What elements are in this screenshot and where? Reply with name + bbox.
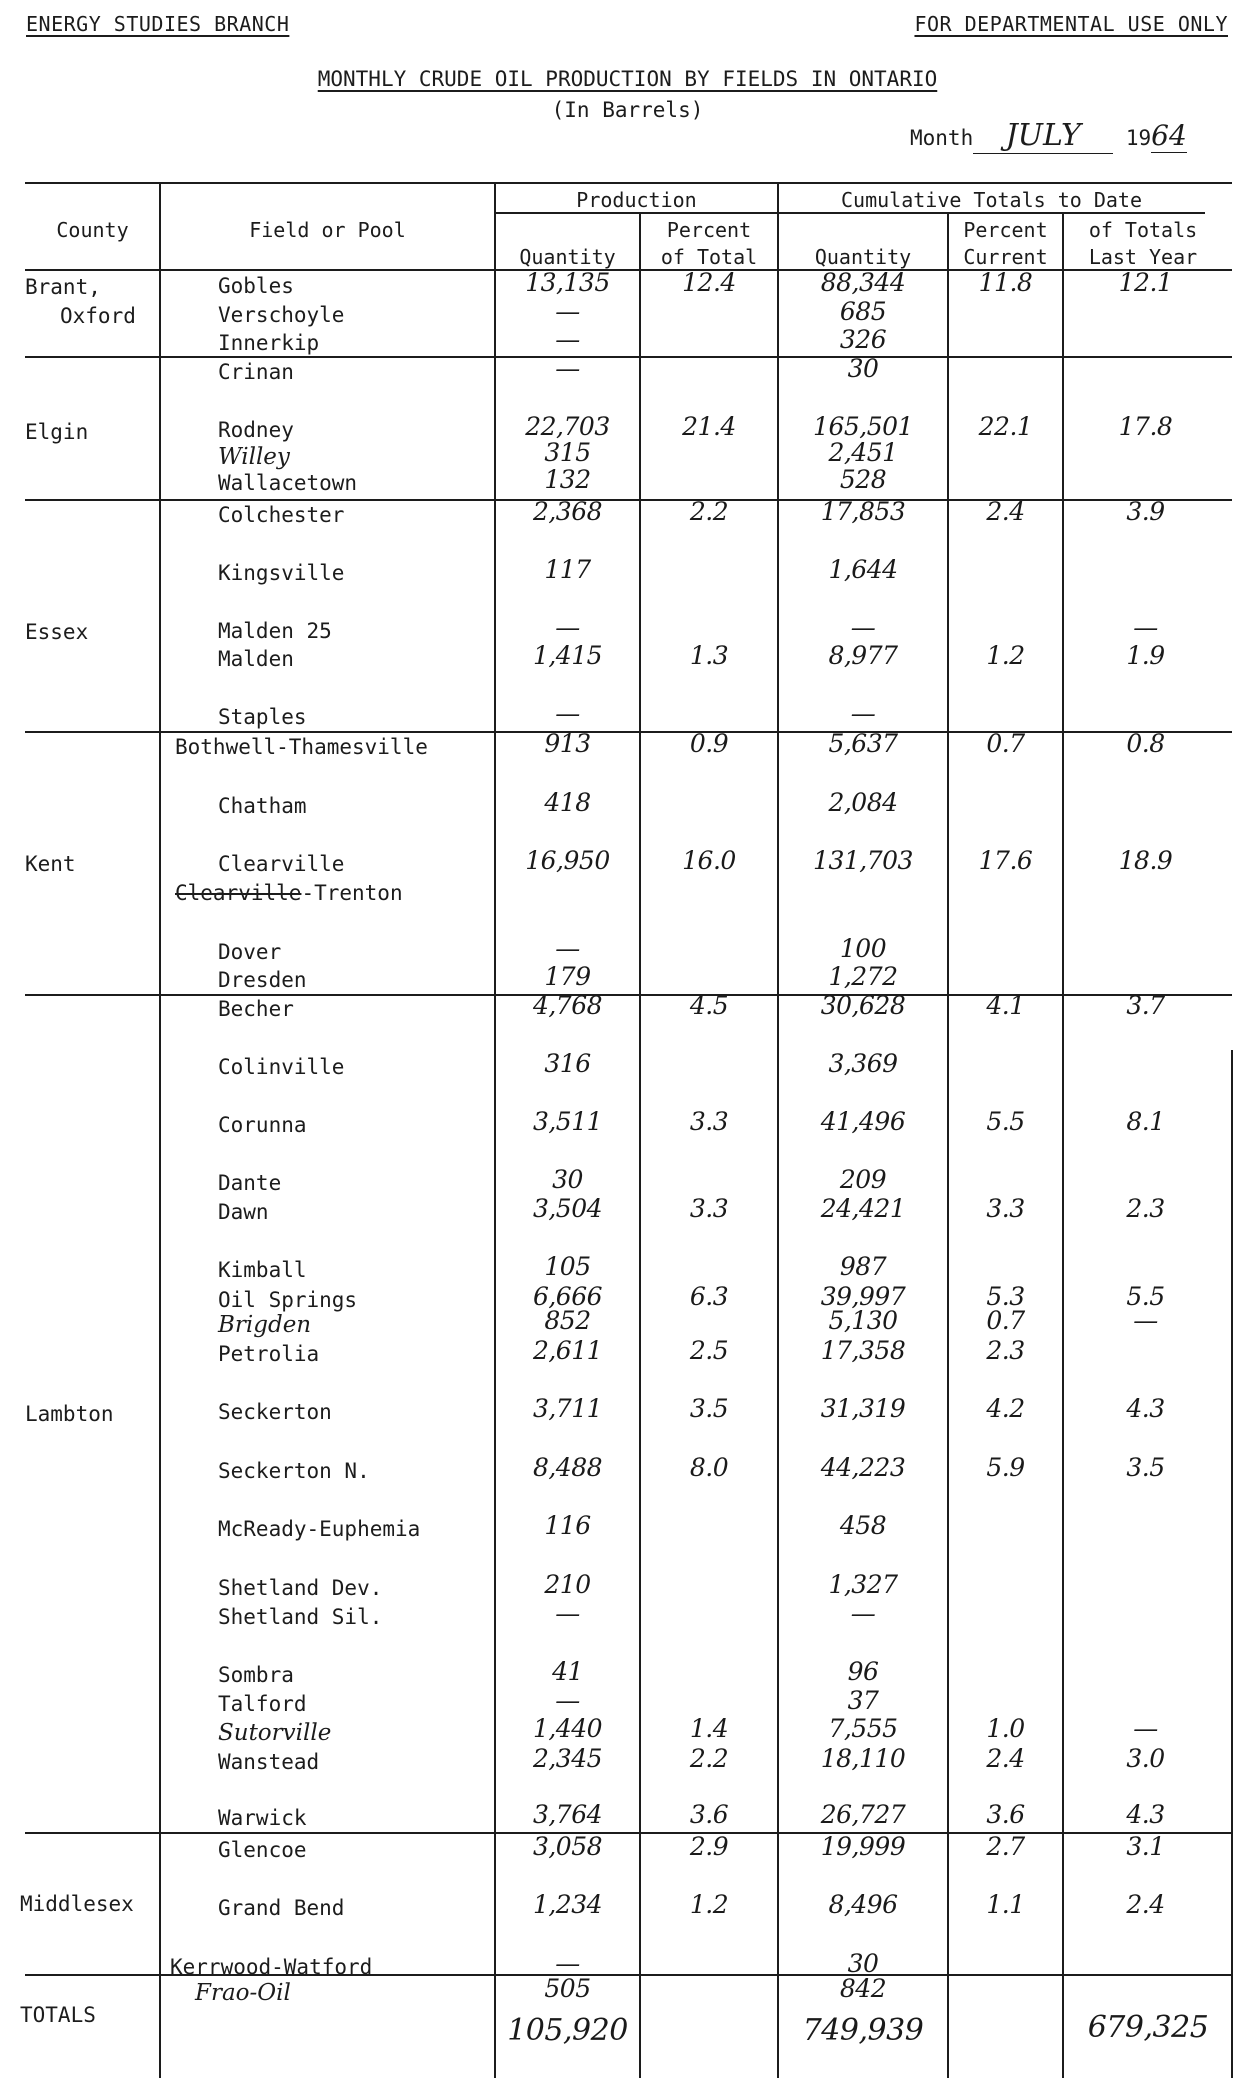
row-percent-current: 0.7 xyxy=(986,1306,1025,1335)
row-field-name: Sombra xyxy=(218,1663,294,1687)
row-cum-quantity: 2,084 xyxy=(828,788,898,817)
row-percent-of-total: 0.9 xyxy=(689,729,729,758)
row-quantity: 30 xyxy=(552,1165,583,1194)
row-field-name: Chatham xyxy=(218,794,307,818)
row-field-name: Wanstead xyxy=(218,1750,320,1774)
total-quantity: 105,920 xyxy=(507,2013,628,2048)
row-quantity: 3,711 xyxy=(532,1394,603,1423)
row-cum-quantity: — xyxy=(850,1599,876,1628)
row-quantity: 4,768 xyxy=(532,991,603,1020)
row-last-year: 3.1 xyxy=(1126,1832,1165,1861)
row-quantity: 3,764 xyxy=(532,1800,603,1829)
row-percent-current: 2.4 xyxy=(986,1744,1025,1773)
row-field-name: Colinville xyxy=(218,1055,345,1079)
year-prefix: 19 xyxy=(1125,126,1152,150)
row-cum-quantity: 458 xyxy=(839,1511,887,1540)
row-field-name: Colchester xyxy=(218,503,345,527)
row-field-name: Frao-Oil xyxy=(195,1980,291,2006)
row-field-name: Talford xyxy=(218,1692,307,1716)
row-cum-quantity: 19,999 xyxy=(820,1832,906,1861)
row-last-year: 2.3 xyxy=(1126,1194,1165,1223)
row-quantity: 852 xyxy=(544,1306,591,1335)
row-cum-quantity: 842 xyxy=(839,1974,887,2003)
row-cum-quantity: 96 xyxy=(847,1657,879,1686)
col-cum-quantity: Quantity xyxy=(814,245,912,269)
row-percent-current: 11.8 xyxy=(978,268,1033,297)
row-cum-quantity: 8,977 xyxy=(828,641,898,670)
row-last-year: 8.1 xyxy=(1126,1107,1165,1136)
row-quantity: 418 xyxy=(544,788,591,817)
row-field-name: McReady-Euphemia xyxy=(218,1517,421,1541)
row-percent-current: 5.5 xyxy=(986,1107,1025,1136)
col-percent-current-2: Current xyxy=(963,245,1048,269)
row-quantity: 179 xyxy=(544,962,591,991)
month-value: JULY xyxy=(973,118,1113,154)
row-field-name: Dawn xyxy=(218,1200,269,1224)
row-percent-current: 4.1 xyxy=(986,991,1025,1020)
row-field-name: Bothwell-Thamesville xyxy=(175,735,428,759)
row-cum-quantity: 24,421 xyxy=(820,1194,906,1223)
row-quantity: 105 xyxy=(544,1252,591,1281)
row-cum-quantity: 987 xyxy=(839,1252,887,1281)
row-percent-current: 1.0 xyxy=(986,1714,1025,1743)
row-percent-current: 3.6 xyxy=(986,1800,1025,1829)
row-quantity: 8,488 xyxy=(532,1453,603,1482)
branch-name: ENERGY STUDIES BRANCH xyxy=(26,12,290,36)
row-quantity: 2,345 xyxy=(532,1744,603,1773)
row-cum-quantity: 326 xyxy=(839,325,887,354)
row-field-name: Becher xyxy=(218,997,294,1021)
row-last-year: 3.7 xyxy=(1126,991,1165,1020)
row-percent-of-total: 16.0 xyxy=(682,846,736,875)
row-quantity: — xyxy=(555,325,580,354)
row-field-name: Staples xyxy=(218,705,307,729)
row-quantity: 913 xyxy=(544,729,591,758)
col-quantity: Quantity xyxy=(519,245,616,269)
row-quantity: 2,368 xyxy=(532,497,603,526)
row-cum-quantity: 26,727 xyxy=(820,1800,906,1829)
row-field-name: Gobles xyxy=(218,274,294,298)
row-quantity: 16,950 xyxy=(525,846,610,875)
row-quantity: 315 xyxy=(544,438,591,467)
row-quantity: 2,611 xyxy=(532,1336,603,1365)
row-percent-current: 22.1 xyxy=(978,412,1033,441)
month-label: Month xyxy=(910,126,974,150)
row-field-name: Shetland Sil. xyxy=(218,1605,383,1629)
row-field-name: Sutorville xyxy=(218,1720,332,1746)
row-cum-quantity: 8,496 xyxy=(828,1890,898,1919)
total-last-year: 679,325 xyxy=(1087,2010,1209,2045)
row-field-name: Oil Springs xyxy=(218,1288,358,1312)
row-percent-current: 17.6 xyxy=(978,846,1033,875)
col-percent-of-total-1: Percent xyxy=(666,218,752,242)
row-quantity: — xyxy=(555,934,580,963)
row-cum-quantity: 30 xyxy=(847,354,879,383)
county-label: Lambton xyxy=(25,1402,114,1426)
county-label: Brant, xyxy=(25,275,101,299)
row-cum-quantity: 31,319 xyxy=(820,1394,906,1423)
row-percent-current: 1.2 xyxy=(986,641,1025,670)
row-field-name: Kingsville xyxy=(218,561,345,585)
year-suffix: 64 xyxy=(1151,119,1187,152)
row-quantity: 117 xyxy=(544,555,591,584)
row-percent-current: 0.7 xyxy=(986,729,1025,758)
row-cum-quantity: 165,501 xyxy=(813,412,913,441)
row-quantity: 210 xyxy=(544,1570,591,1599)
row-quantity: 41 xyxy=(552,1657,583,1686)
row-cum-quantity: 209 xyxy=(839,1165,887,1194)
row-last-year: — xyxy=(1133,613,1158,642)
col-percent-of-total-2: of Total xyxy=(660,245,758,269)
row-cum-quantity: 17,358 xyxy=(820,1336,906,1365)
row-last-year: 3.9 xyxy=(1126,497,1165,526)
row-cum-quantity: — xyxy=(850,699,876,728)
row-cum-quantity: 18,110 xyxy=(820,1744,906,1773)
row-field-name: Verschoyle xyxy=(218,303,345,327)
row-percent-of-total: 2.9 xyxy=(689,1832,729,1861)
row-percent-current: 1.1 xyxy=(986,1890,1025,1919)
row-field-name: Shetland Dev. xyxy=(218,1576,383,1600)
row-quantity: 3,511 xyxy=(532,1107,603,1136)
col-last-year-2: Last Year xyxy=(1088,245,1198,269)
row-field-name: Grand Bend xyxy=(218,1896,345,1920)
row-percent-current: 4.2 xyxy=(986,1394,1025,1423)
row-quantity: 505 xyxy=(544,1974,591,2003)
row-percent-current: 5.3 xyxy=(986,1282,1025,1311)
row-quantity: — xyxy=(555,354,580,383)
row-field-name: Rodney xyxy=(218,418,294,442)
row-last-year: 12.1 xyxy=(1118,268,1173,297)
row-cum-quantity: 17,853 xyxy=(820,497,906,526)
row-cum-quantity: 3,369 xyxy=(828,1049,898,1078)
row-percent-of-total: 8.0 xyxy=(689,1453,729,1482)
row-percent-of-total: 2.5 xyxy=(689,1336,729,1365)
row-field-name: Wallacetown xyxy=(218,471,358,495)
row-percent-of-total: 3.3 xyxy=(689,1194,729,1223)
county-label: Elgin xyxy=(25,420,89,444)
row-percent-current: 5.9 xyxy=(986,1453,1025,1482)
row-cum-quantity: — xyxy=(850,613,876,642)
page-title: MONTHLY CRUDE OIL PRODUCTION BY FIELDS IN ONTARIO xyxy=(317,67,938,91)
row-cum-quantity: 30 xyxy=(847,1949,879,1978)
row-field-name: Crinan xyxy=(218,360,294,384)
row-field-name: Innerkip xyxy=(218,331,320,355)
row-last-year: 4.3 xyxy=(1126,1394,1165,1423)
row-cum-quantity: 1,272 xyxy=(828,962,898,991)
col-field: Field or Pool xyxy=(249,218,406,242)
county-label: Kent xyxy=(25,852,76,876)
row-percent-current: 2.7 xyxy=(986,1832,1025,1861)
row-percent-of-total: 1.3 xyxy=(689,641,729,670)
row-cum-quantity: 1,644 xyxy=(828,555,898,584)
row-field-name: Petrolia xyxy=(218,1342,320,1366)
row-percent-of-total: 3.5 xyxy=(689,1394,729,1423)
row-cum-quantity: 685 xyxy=(839,297,887,326)
row-cum-quantity: 100 xyxy=(839,934,887,963)
row-percent-current: 3.3 xyxy=(986,1194,1025,1223)
row-field-name: Kerrwood-Watford xyxy=(170,1955,373,1979)
row-cum-quantity: 41,496 xyxy=(820,1107,906,1136)
row-percent-current: 2.4 xyxy=(986,497,1025,526)
row-quantity: 1,415 xyxy=(532,641,603,670)
row-quantity: — xyxy=(555,699,580,728)
row-percent-of-total: 1.4 xyxy=(689,1714,729,1743)
row-quantity: 316 xyxy=(544,1049,591,1078)
use-restriction: FOR DEPARTMENTAL USE ONLY xyxy=(914,12,1228,36)
row-quantity: 1,440 xyxy=(532,1714,603,1743)
row-percent-of-total: 2.2 xyxy=(689,1744,729,1773)
row-quantity: 6,666 xyxy=(532,1282,603,1311)
col-production: Production xyxy=(576,188,697,212)
row-cum-quantity: 39,997 xyxy=(820,1282,906,1311)
col-county: County xyxy=(56,218,129,242)
row-field-name: Clearville-Trenton xyxy=(175,881,403,905)
row-last-year: 5.5 xyxy=(1126,1282,1165,1311)
row-last-year: — xyxy=(1133,1306,1158,1335)
row-percent-of-total: 4.5 xyxy=(689,991,729,1020)
county-label: Middlesex xyxy=(20,1892,134,1916)
row-quantity: 22,703 xyxy=(525,412,610,441)
row-quantity: 3,504 xyxy=(532,1194,603,1223)
row-percent-of-total: 2.2 xyxy=(689,497,729,526)
row-field-name: Malden xyxy=(218,647,294,671)
row-quantity: 13,135 xyxy=(525,268,610,297)
row-percent-of-total: 12.4 xyxy=(682,268,736,297)
row-cum-quantity: 30,628 xyxy=(820,991,906,1020)
row-cum-quantity: 528 xyxy=(839,465,887,494)
row-field-name: Malden 25 xyxy=(218,619,332,643)
row-field-name: Glencoe xyxy=(218,1838,307,1862)
row-field-name: Warwick xyxy=(218,1806,307,1830)
row-last-year: 3.5 xyxy=(1126,1453,1165,1482)
totals-label: TOTALS xyxy=(20,2003,96,2027)
total-cum-quantity: 749,939 xyxy=(802,2013,924,2048)
row-last-year: 18.9 xyxy=(1118,846,1173,875)
row-field-name: Dover xyxy=(218,940,282,964)
row-cum-quantity: 37 xyxy=(847,1686,879,1715)
row-percent-current: 2.3 xyxy=(986,1336,1025,1365)
county-label: Oxford xyxy=(60,304,136,328)
row-field-name: Kimball xyxy=(218,1258,307,1282)
row-cum-quantity: 44,223 xyxy=(820,1453,906,1482)
row-cum-quantity: 131,703 xyxy=(813,846,913,875)
row-last-year: 1.9 xyxy=(1126,641,1165,670)
month-line xyxy=(910,118,1187,154)
row-percent-of-total: 1.2 xyxy=(689,1890,729,1919)
row-cum-quantity: 5,130 xyxy=(828,1306,898,1335)
row-last-year: 2.4 xyxy=(1126,1890,1165,1919)
row-cum-quantity: 88,344 xyxy=(820,268,906,297)
row-percent-of-total: 3.6 xyxy=(689,1800,729,1829)
row-quantity: 132 xyxy=(544,465,591,494)
row-quantity: — xyxy=(555,1686,580,1715)
row-percent-of-total: 3.3 xyxy=(689,1107,729,1136)
row-cum-quantity: 7,555 xyxy=(828,1714,898,1743)
row-percent-of-total: 21.4 xyxy=(682,412,736,441)
row-field-name: Dresden xyxy=(218,968,307,992)
row-cum-quantity: 2,451 xyxy=(828,438,898,467)
row-last-year: 0.8 xyxy=(1126,729,1165,758)
col-last-year-1: of Totals xyxy=(1088,218,1198,242)
row-quantity: 116 xyxy=(544,1511,591,1540)
row-cum-quantity: 5,637 xyxy=(828,729,898,758)
row-last-year: — xyxy=(1133,1714,1158,1743)
page-subtitle: (In Barrels) xyxy=(551,98,704,122)
row-last-year: 17.8 xyxy=(1118,412,1173,441)
row-last-year: 3.0 xyxy=(1126,1744,1165,1773)
row-quantity: 1,234 xyxy=(532,1890,603,1919)
row-field-name: Seckerton xyxy=(218,1400,332,1424)
row-quantity: — xyxy=(555,1949,580,1978)
row-quantity: — xyxy=(555,297,580,326)
row-field-name: Corunna xyxy=(218,1113,307,1137)
row-field-name: Brigden xyxy=(218,1312,312,1338)
row-field-name: Dante xyxy=(218,1171,282,1195)
row-quantity: 3,058 xyxy=(532,1832,603,1861)
row-quantity: — xyxy=(555,613,580,642)
row-field-name: Seckerton N. xyxy=(218,1459,370,1483)
county-label: Essex xyxy=(25,620,89,644)
col-percent-current-1: Percent xyxy=(963,218,1048,242)
col-cumulative: Cumulative Totals to Date xyxy=(840,188,1143,212)
row-field-name: Clearville xyxy=(218,852,345,876)
row-last-year: 4.3 xyxy=(1126,1800,1165,1829)
row-field-name: Willey xyxy=(218,444,290,470)
row-quantity: — xyxy=(555,1599,580,1628)
row-percent-of-total: 6.3 xyxy=(689,1282,729,1311)
row-cum-quantity: 1,327 xyxy=(828,1570,898,1599)
